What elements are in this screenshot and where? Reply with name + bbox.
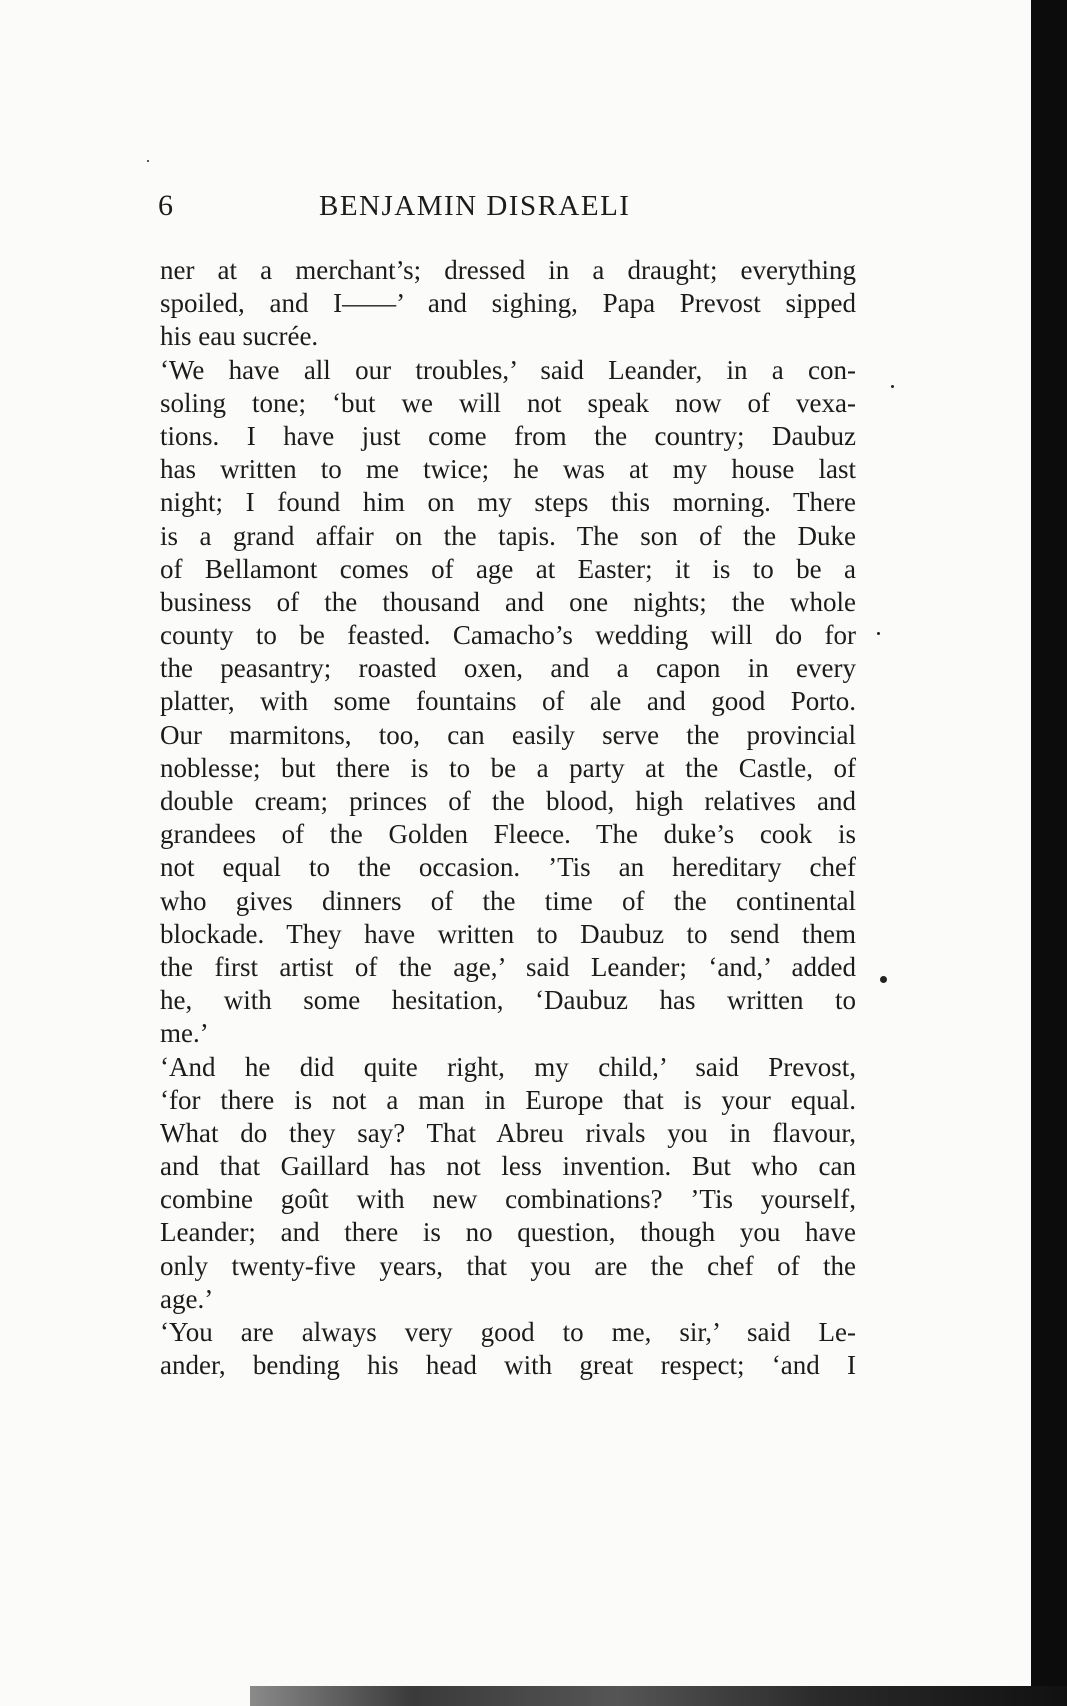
scan-bottom-edge: [250, 1686, 1067, 1706]
text-line: only twenty-five years, that you are the chef of the: [160, 1250, 856, 1281]
text-line: ‘You are always very good to me, sir,’ said Le-: [160, 1317, 856, 1347]
scan-speck: [880, 976, 887, 983]
text-line: soling tone; ‘but we will not speak now of vexa-: [160, 387, 856, 418]
text-line: ‘We have all our troubles,’ said Leander, in a con-: [160, 354, 856, 385]
text-line: ner at a merchant’s; dressed in a draught; everything: [160, 255, 856, 285]
text-line: age.’: [160, 1283, 214, 1314]
text-line: of Bellamont comes of age at Easter; it is to be a: [160, 553, 856, 584]
text-line: ‘for there is not a man in Europe that is your equal.: [160, 1084, 856, 1115]
scan-speck: [147, 160, 149, 162]
text-line: tions. I have just come from the country; Daubuz: [160, 420, 856, 451]
scan-right-edge: [1031, 0, 1067, 1706]
text-line: business of the thousand and one nights; the whole: [160, 586, 856, 617]
text-line: Our marmitons, too, can easily serve the provincial: [160, 719, 856, 750]
text-line: ‘And he did quite right, my child,’ said Prevost,: [160, 1051, 856, 1082]
text-line: is a grand affair on the tapis. The son of the Duke: [160, 520, 856, 551]
scan-speck: [891, 385, 894, 388]
text-line: ander, bending his head with great respect; ‘and I: [160, 1350, 856, 1381]
text-line: he, with some hesitation, ‘Daubuz has written to: [160, 985, 856, 1016]
text-line: who gives dinners of the time of the continental: [160, 885, 856, 916]
text-line: platter, with some fountains of ale and good Porto.: [160, 686, 856, 717]
scan-speck: [877, 632, 880, 635]
text-line: Leander; and there is no question, though you have: [160, 1217, 856, 1248]
text-line: noblesse; but there is to be a party at the Castle, of: [160, 752, 856, 783]
text-line: me.’: [160, 1018, 209, 1049]
text-line: county to be feasted. Camacho’s wedding will do for: [160, 620, 856, 651]
text-line: spoiled, and I——’ and sighing, Papa Prevost sipped: [160, 288, 856, 319]
text-line: grandees of the Golden Fleece. The duke’s cook is: [160, 819, 856, 850]
text-line: blockade. They have written to Daubuz to send them: [160, 918, 856, 949]
text-line: double cream; princes of the blood, high relatives and: [160, 786, 856, 816]
text-line: not equal to the occasion. ’Tis an hereditary chef: [160, 852, 856, 883]
running-title: BENJAMIN DISRAELI: [319, 190, 631, 222]
text-line: the first artist of the age,’ said Leander; ‘and,’ added: [160, 951, 856, 982]
page-number: 6: [158, 189, 173, 222]
text-line: night; I found him on my steps this morning. There: [160, 487, 856, 518]
text-line: and that Gaillard has not less invention. But who can: [160, 1151, 856, 1182]
text-line: What do they say? That Abreu rivals you in flavour,: [160, 1117, 856, 1148]
text-line: his eau sucrée.: [160, 321, 319, 352]
text-line: combine goût with new combinations? ’Tis yourself,: [160, 1184, 856, 1215]
text-line: the peasantry; roasted oxen, and a capon in every: [160, 653, 856, 684]
body-text: [160, 254, 856, 1382]
text-line: has written to me twice; he was at my house last: [160, 454, 856, 485]
